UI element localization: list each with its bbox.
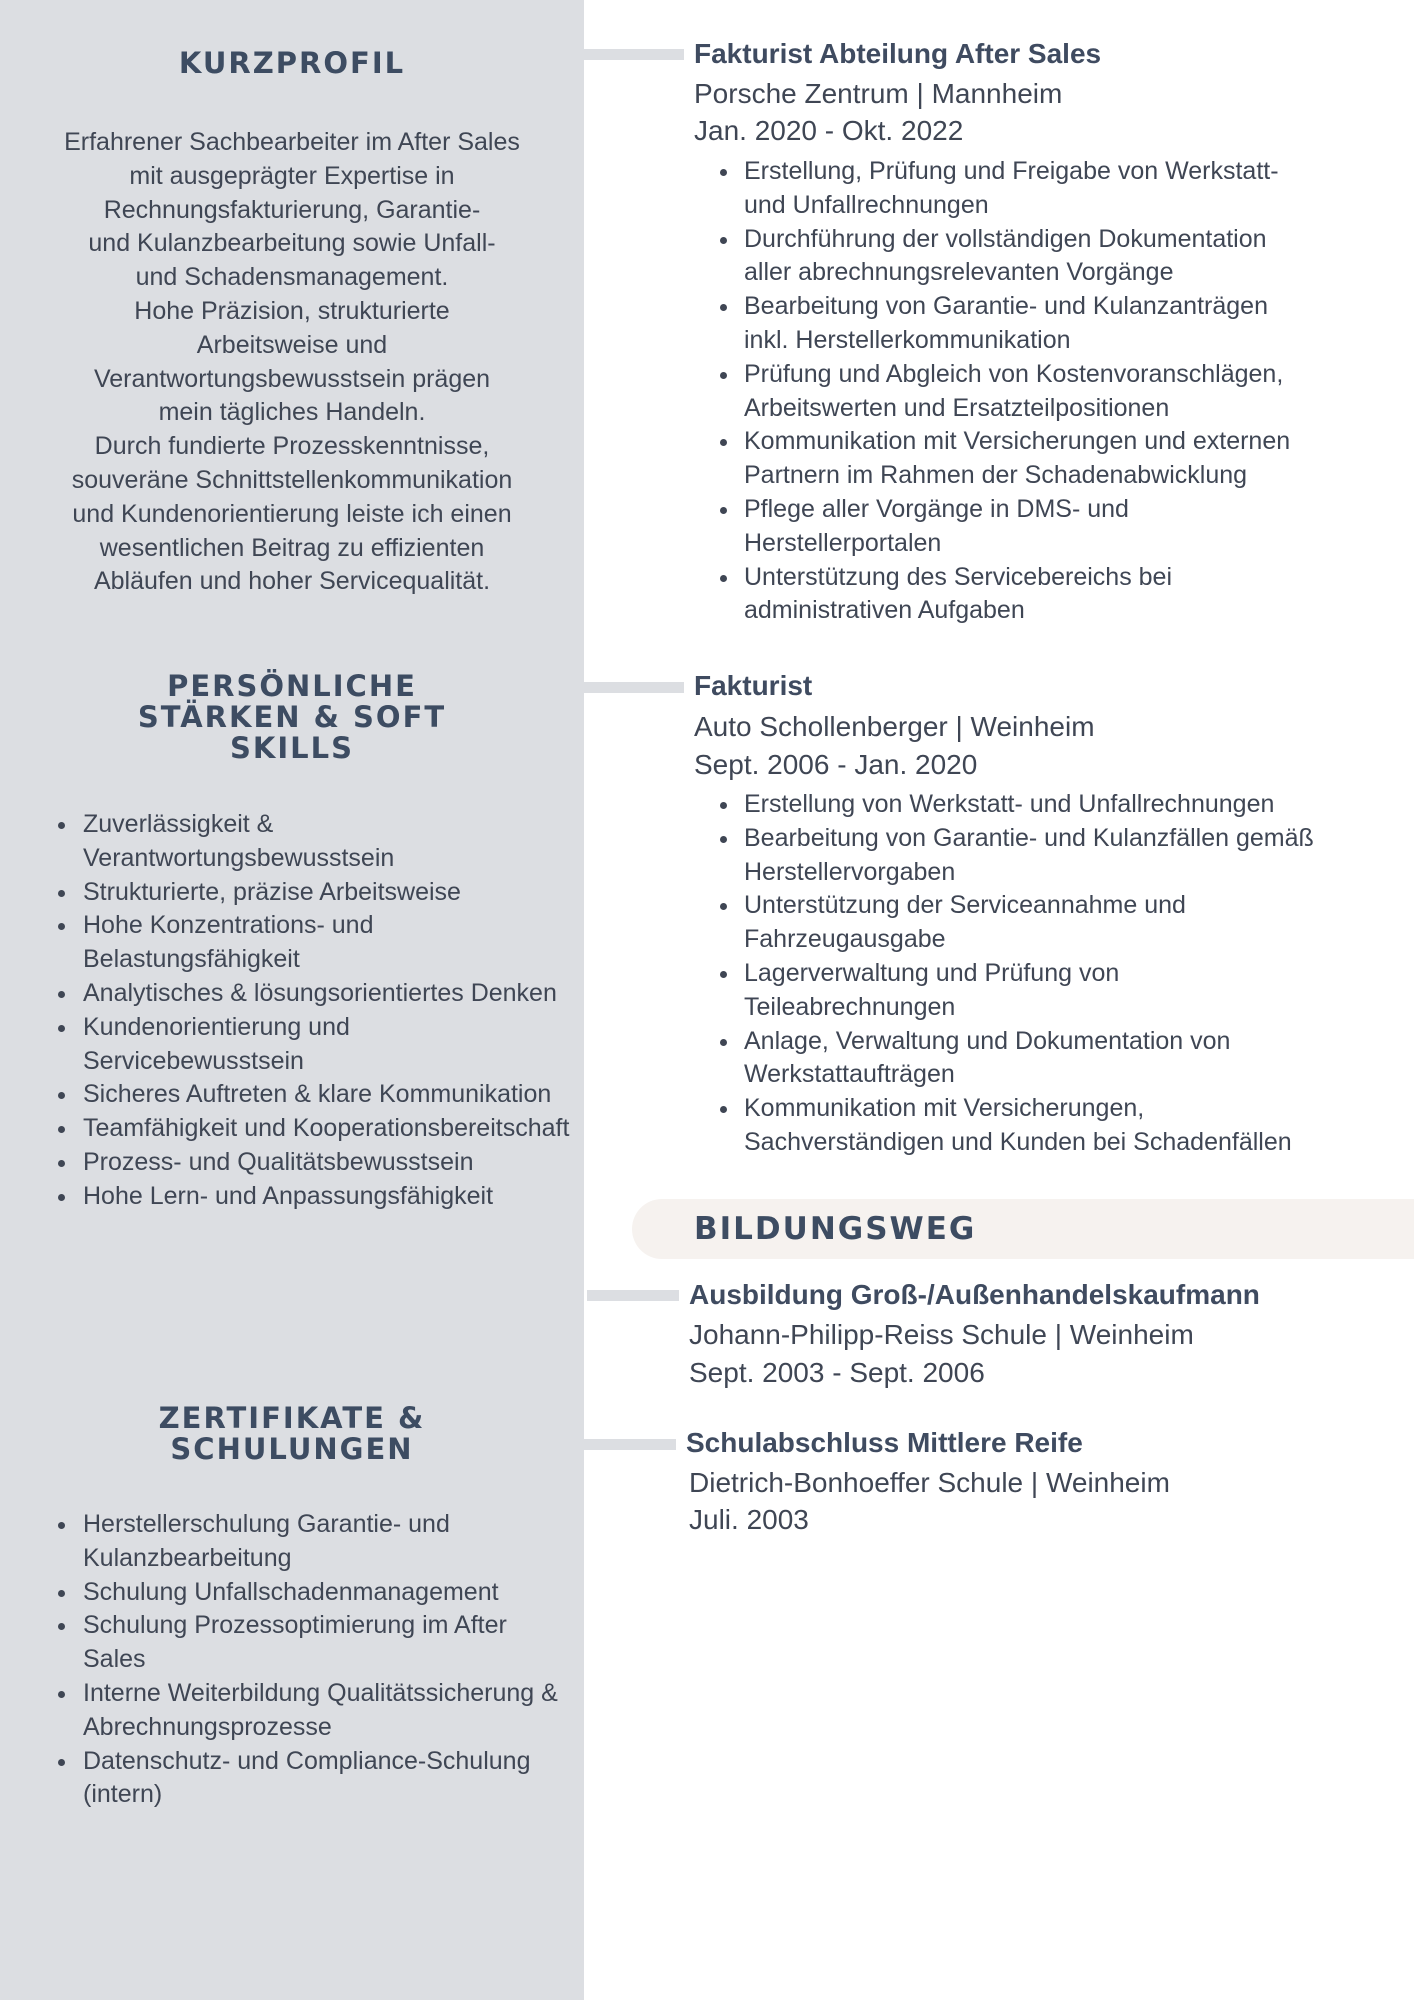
education-school: Johann-Philipp-Reiss Schule | Weinheim <box>689 1319 1194 1350</box>
strength-item: Hohe Lern- und Anpassungsfähigkeit <box>0 1180 584 1214</box>
job-duty: Lagerverwaltung und Prüfung von Teileabrechnungen <box>694 957 1314 1025</box>
strength-item: Teamfähigkeit und Kooperationsbereitschaft <box>0 1112 584 1146</box>
strength-item: Strukturierte, präzise Arbeitsweise <box>0 876 584 910</box>
timeline-connector <box>587 1290 679 1301</box>
job-duty: Unterstützung der Serviceannahme und Fahrzeugausgabe <box>694 889 1314 957</box>
certificate-item: Schulung Unfallschadenmanagement <box>0 1576 584 1610</box>
education-title: Schulabschluss Mittlere Reife <box>686 1427 1083 1458</box>
job-period: Sept. 2006 - Jan. 2020 <box>694 749 978 780</box>
profile-line: Arbeitsweise und <box>196 330 388 359</box>
profile-line: und Kulanzbearbeitung sowie Unfall- <box>88 229 496 258</box>
certificate-item: Interne Weiterbildung Qualitätssicherung & Abrechnungsprozesse <box>0 1677 584 1745</box>
profile-line: Durch fundierte Prozesskenntnisse, <box>94 432 490 461</box>
profile-line: Abläufen und hoher Servicequalität. <box>93 567 491 596</box>
job-company: Auto Schollenberger | Weinheim <box>694 711 1095 742</box>
profile-line: mein tägliches Handeln. <box>158 398 426 427</box>
certificate-item: Herstellerschulung Garantie- und Kulanzbearbeitung <box>0 1508 584 1576</box>
education-title: Ausbildung Groß-/Außenhandelskaufmann <box>689 1279 1260 1310</box>
profile-line: mit ausgeprägter Expertise in <box>129 161 455 190</box>
certificates-heading-line: ZERTIFIKATE & <box>158 1401 426 1435</box>
certificates-list <box>0 1508 584 1812</box>
job-duty: Durchführung der vollständigen Dokumentation aller abrechnungsrelevanten Vorgänge <box>694 223 1290 291</box>
timeline-connector <box>584 1439 676 1450</box>
strength-item: Sicheres Auftreten & klare Kommunikation <box>0 1078 584 1112</box>
job-period: Jan. 2020 - Okt. 2022 <box>694 115 964 146</box>
job-duty: Kommunikation mit Versicherungen, Sachverständigen und Kunden bei Schadenfällen <box>694 1092 1314 1160</box>
strengths-heading-line: PERSÖNLICHE <box>167 669 417 703</box>
profile-line: Hohe Präzision, strukturierte <box>134 296 450 325</box>
profile-line: Verantwortungsbewusstsein prägen <box>93 364 491 393</box>
job-company: Porsche Zentrum | Mannheim <box>694 78 1063 109</box>
job-duty: Unterstützung des Servicebereichs bei administrativen Aufgaben <box>694 561 1290 629</box>
strength-item: Analytisches & lösungsorientiertes Denken <box>0 977 584 1011</box>
job-duty: Erstellung, Prüfung und Freigabe von Werkstatt- und Unfallrechnungen <box>694 155 1290 223</box>
education-school: Dietrich-Bonhoeffer Schule | Weinheim <box>689 1467 1170 1498</box>
profile-text <box>30 126 554 599</box>
certificate-item: Schulung Prozessoptimierung im After Sales <box>0 1609 584 1677</box>
certificate-item: Datenschutz- und Compliance-Schulung (intern) <box>0 1745 584 1813</box>
job-duties-list <box>694 788 1314 1160</box>
sidebar <box>0 0 584 2000</box>
timeline-connector <box>584 49 684 60</box>
job-duty: Bearbeitung von Garantie- und Kulanzfällen gemäß Herstellervorgaben <box>694 822 1314 890</box>
job-title: Fakturist <box>694 670 813 701</box>
timeline-connector <box>584 682 684 693</box>
strengths-heading <box>0 671 584 764</box>
job-duty: Prüfung und Abgleich von Kostenvoranschlägen, Arbeitswerten und Ersatzteilpositionen <box>694 358 1290 426</box>
strengths-list <box>0 808 584 1214</box>
strength-item: Zuverlässigkeit & Verantwortungsbewusstsein <box>0 808 584 876</box>
strengths-heading-line: STÄRKEN & SOFT <box>137 700 447 734</box>
profile-line: und Schadensmanagement. <box>135 263 449 292</box>
certificates-heading <box>0 1403 584 1465</box>
job-duty: Pflege aller Vorgänge in DMS- und Herstellerportalen <box>694 493 1290 561</box>
job-duty: Kommunikation mit Versicherungen und externen Partnern im Rahmen der Schadenabwicklung <box>694 425 1290 493</box>
profile-line: souveräne Schnittstellenkommunikation <box>71 465 513 494</box>
profile-line: und Kundenorientierung leiste ich einen <box>72 499 512 528</box>
profile-line: wesentlichen Beitrag zu effizienten <box>99 533 485 562</box>
profile-line: Erfahrener Sachbearbeiter im After Sales <box>64 128 520 156</box>
job-title: Fakturist Abteilung After Sales <box>694 38 1102 69</box>
job-duty: Bearbeitung von Garantie- und Kulanzanträgen inkl. Herstellerkommunikation <box>694 290 1290 358</box>
profile-line: Rechnungsfakturierung, Garantie- <box>103 195 481 224</box>
strength-item: Hohe Konzentrations- und Belastungsfähigkeit <box>0 909 584 977</box>
job-duties-list <box>694 155 1290 628</box>
certificates-heading-line: SCHULUNGEN <box>170 1432 414 1466</box>
job-duty: Erstellung von Werkstatt- und Unfallrechnungen <box>694 788 1314 822</box>
education-period: Juli. 2003 <box>689 1504 809 1535</box>
job-duty: Anlage, Verwaltung und Dokumentation von Werkstattaufträgen <box>694 1025 1314 1093</box>
strength-item: Prozess- und Qualitätsbewusstsein <box>0 1146 584 1180</box>
education-heading: BILDUNGSWEG <box>694 1211 977 1247</box>
profile-heading: KURZPROFIL <box>178 46 406 80</box>
strengths-heading-line: SKILLS <box>230 731 354 765</box>
strength-item: Kundenorientierung und Servicebewusstsein <box>0 1011 584 1079</box>
education-period: Sept. 2003 - Sept. 2006 <box>689 1357 985 1388</box>
